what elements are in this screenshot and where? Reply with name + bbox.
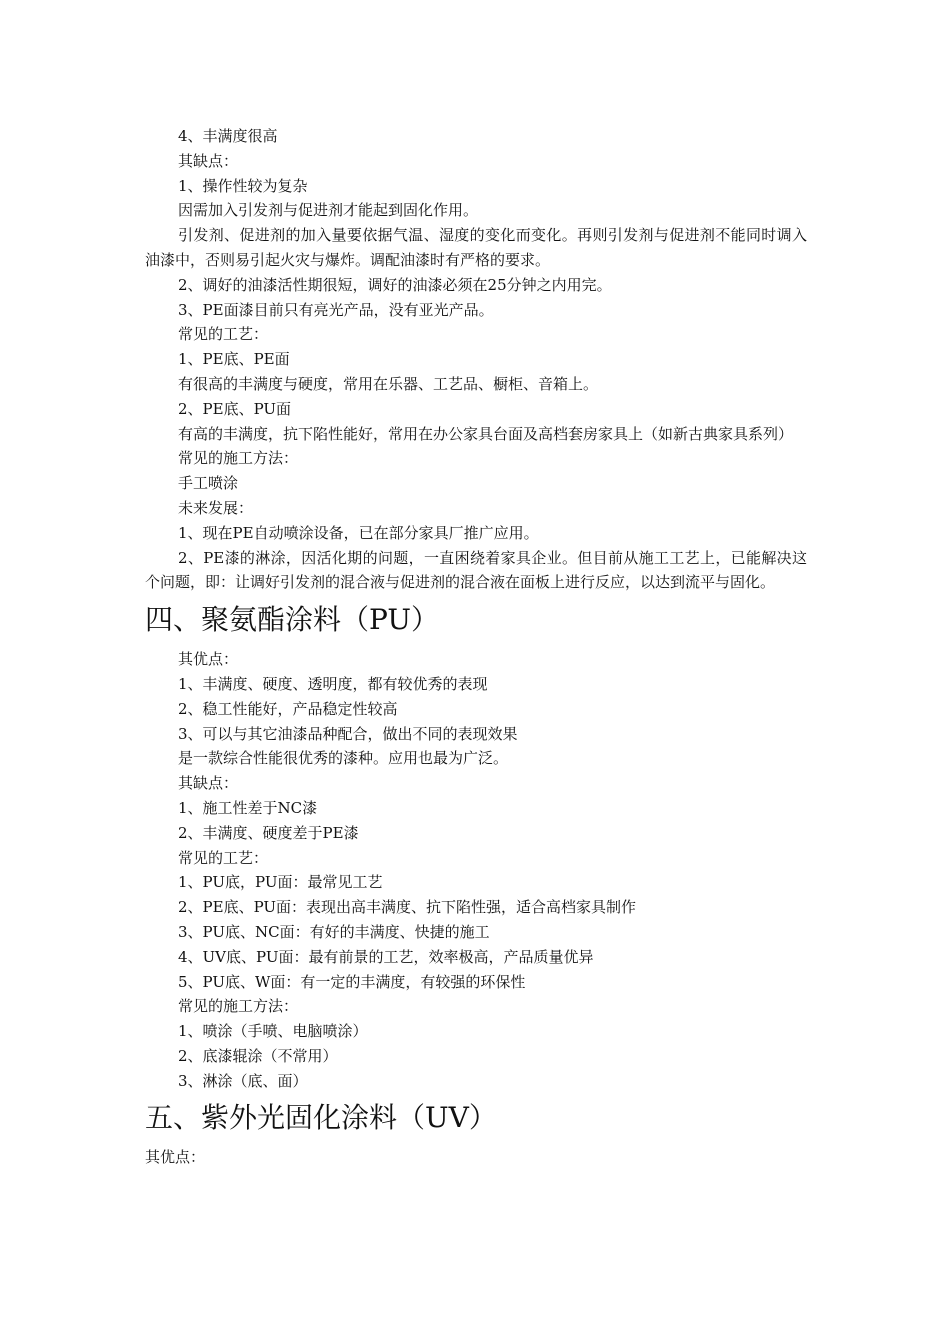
text-line: 1、操作性较为复杂 bbox=[178, 176, 308, 195]
text-line: 4、UV底、PU面：最有前景的工艺，效率极高，产品质量优异 bbox=[178, 947, 594, 966]
text-line: 3、淋涂（底、面） bbox=[178, 1071, 308, 1090]
text-line: 3、PE面漆目前只有亮光产品，没有亚光产品。 bbox=[178, 300, 494, 319]
text-line: 1、PU底，PU面：最常见工艺 bbox=[178, 873, 383, 892]
text-line: 其缺点： bbox=[178, 774, 239, 793]
paragraph: 引发剂、促进剂的加入量要依据气温、湿度的变化而变化。再则引发剂与促进剂不能同时调入油漆中，否则易引起火灾与爆炸。调配油漆时有严格的要求。 bbox=[145, 226, 807, 269]
text-line: 1、PE底、PE面 bbox=[178, 350, 290, 369]
text-line: 2、PE底、PU面 bbox=[178, 399, 292, 418]
text-line: 常见的施工方法： bbox=[178, 997, 299, 1016]
section-heading: 五、紫外光固化涂料（UV） bbox=[145, 1101, 497, 1135]
text-line: 其缺点： bbox=[178, 151, 239, 170]
text-line: 5、PU底、W面：有一定的丰满度，有较强的环保性 bbox=[178, 972, 526, 991]
text-line: 因需加入引发剂与促进剂才能起到固化作用。 bbox=[178, 201, 479, 220]
text-line: 2、底漆辊涂（不常用） bbox=[178, 1046, 338, 1065]
text-line: 是一款综合性能很优秀的漆种。应用也最为广泛。 bbox=[178, 749, 509, 768]
text-line: 常见的工艺： bbox=[178, 325, 269, 344]
text-line: 3、PU底、NC面：有好的丰满度、快捷的施工 bbox=[178, 922, 490, 941]
text-line: 常见的工艺： bbox=[178, 848, 269, 867]
text-line: 手工喷涂 bbox=[178, 474, 239, 493]
document-body bbox=[145, 124, 807, 1170]
text-line: 3、可以与其它油漆品种配合，做出不同的表现效果 bbox=[178, 724, 518, 743]
text-line: 1、现在PE自动喷涂设备，已在部分家具厂推广应用。 bbox=[178, 523, 539, 542]
text-line: 有很高的丰满度与硬度，常用在乐器、工艺品、橱柜、音箱上。 bbox=[178, 374, 599, 393]
paragraph: 有高的丰满度，抗下陷性能好，常用在办公家具台面及高档套房家具上（如新古典家具系列） bbox=[178, 424, 794, 443]
text-line: 常见的施工方法： bbox=[178, 449, 299, 468]
section-heading: 四、聚氨酯涂料（PU） bbox=[145, 603, 439, 637]
text-line: 2、调好的油漆活性期很短，调好的油漆必须在25分钟之内用完。 bbox=[178, 275, 612, 294]
text-line: 未来发展： bbox=[178, 498, 254, 517]
text-line: 2、稳工性能好，产品稳定性较高 bbox=[178, 699, 398, 718]
text-line: 2、丰满度、硬度差于PE漆 bbox=[178, 823, 359, 842]
text-line: 1、丰满度、硬度、透明度，都有较优秀的表现 bbox=[178, 674, 488, 693]
paragraph: 2、PE漆的淋涂，因活化期的问题，一直困绕着家具企业。但目前从施工工艺上，已能解决这个问题，即：让调好引发剂的混合液与促进剂的混合液在面板上进行反应，以达到流平与固化。 bbox=[145, 548, 807, 592]
text-line: 4、丰满度很高 bbox=[178, 127, 278, 145]
text-line: 其优点： bbox=[145, 1148, 206, 1167]
text-line: 1、喷涂（手喷、电脑喷涂） bbox=[178, 1022, 368, 1041]
text-line: 1、施工性差于NC漆 bbox=[178, 798, 318, 817]
text-line: 其优点： bbox=[178, 650, 239, 669]
text-line: 2、PE底、PU面：表现出高丰满度、抗下陷性强，适合高档家具制作 bbox=[178, 898, 637, 917]
